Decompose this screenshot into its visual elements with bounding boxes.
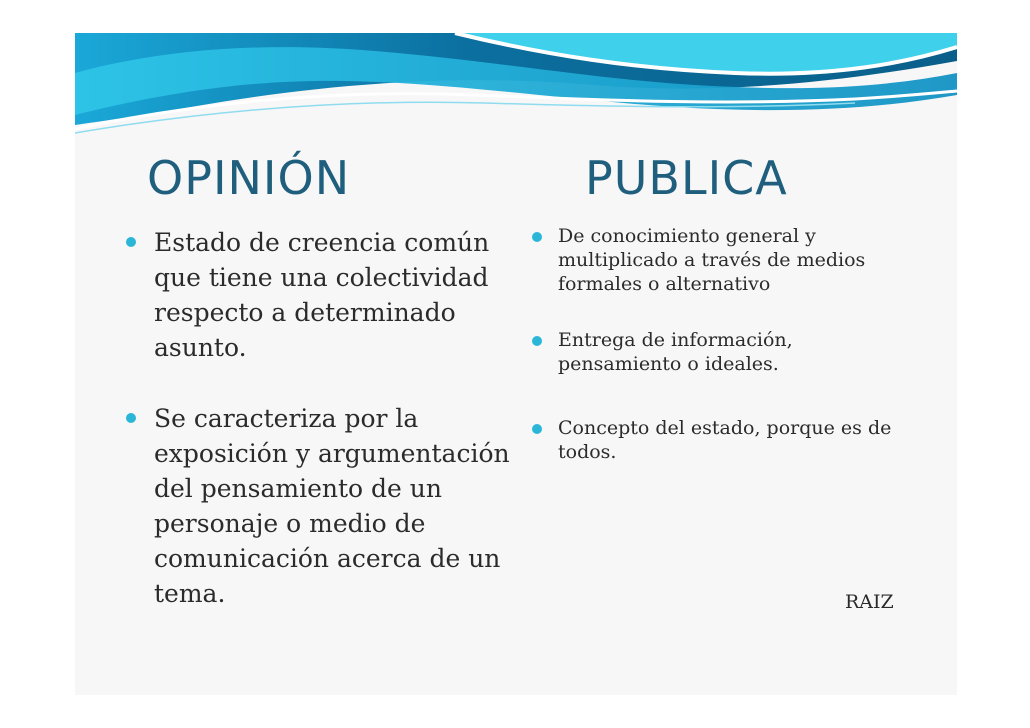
title-opinion: OPINIÓN <box>147 151 351 205</box>
title-publica: PUBLICA <box>585 151 788 205</box>
bullet-text: Estado de creencia común que tiene una colectividad respecto a determinado asunto. <box>154 228 490 362</box>
list-item <box>558 328 918 376</box>
bullet-icon <box>532 232 542 242</box>
author-label: RAIZ <box>845 591 894 613</box>
list-item <box>558 416 918 464</box>
list-item <box>154 225 514 365</box>
bullet-icon <box>532 424 542 434</box>
list-item <box>154 401 514 611</box>
left-bullet-list <box>154 225 514 611</box>
bullet-text: De conocimiento general y multiplicado a través de medios formales o alternativo <box>558 225 866 295</box>
bullet-icon <box>126 237 136 247</box>
wave-banner <box>75 33 957 138</box>
bullet-icon <box>532 336 542 346</box>
bullet-text: Se caracteriza por la exposición y argumentación del pensamiento de un personaje o medio de comunicación acerca de un tema. <box>154 404 510 608</box>
slide <box>75 33 957 695</box>
list-item <box>558 224 918 296</box>
bullet-text: Entrega de información, pensamiento o ideales. <box>558 329 793 375</box>
bullet-text: Concepto del estado, porque es de todos. <box>558 417 892 463</box>
right-bullet-list <box>558 224 918 464</box>
bullet-icon <box>126 413 136 423</box>
